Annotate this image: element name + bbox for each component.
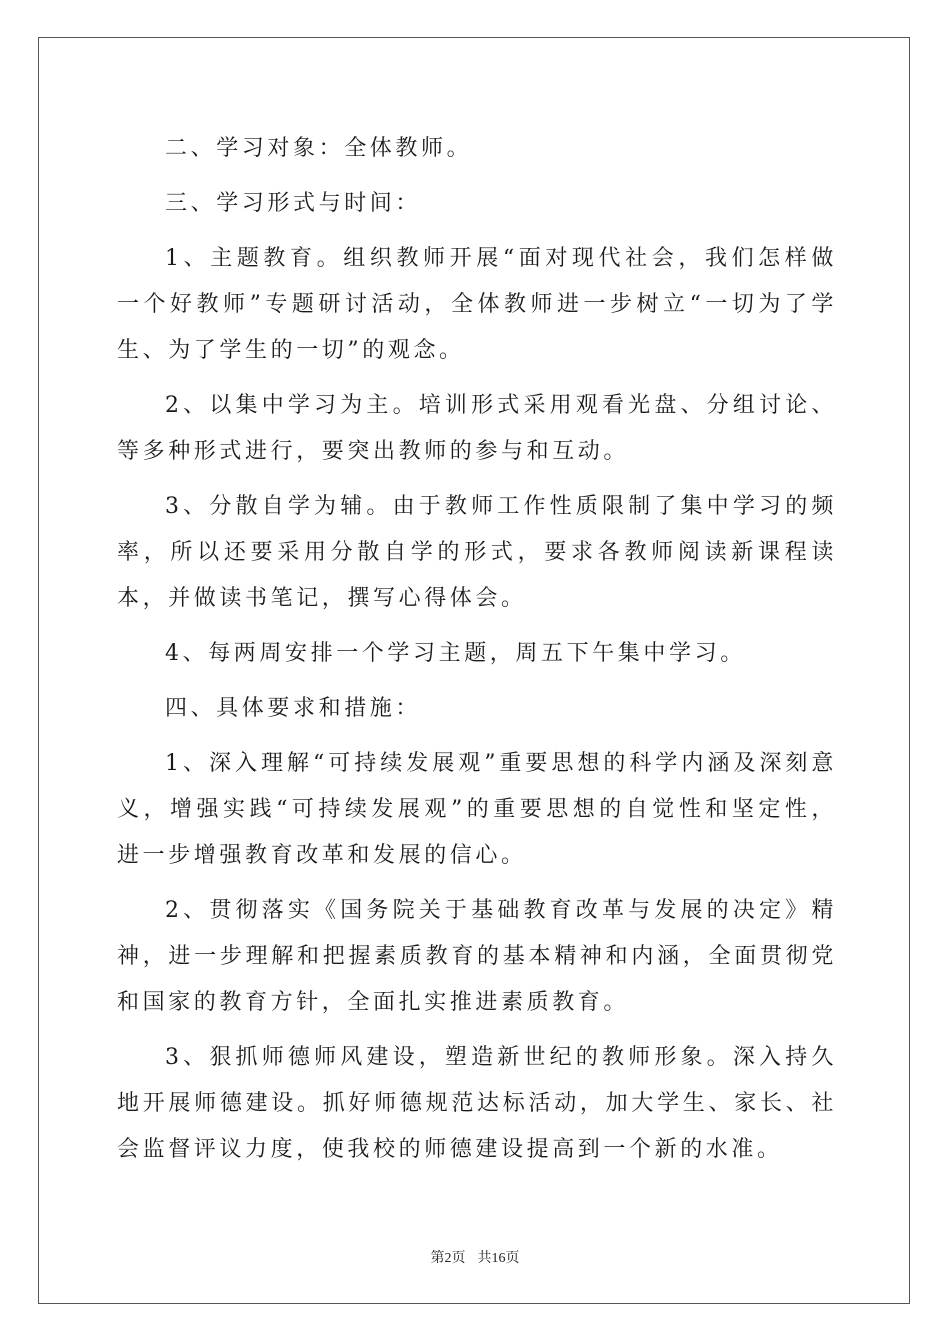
paragraph: 二、学习对象：全体教师。 — [165, 136, 473, 161]
paragraph: 1、深入理解“可持续发展观”重要思想的科学内涵及深刻意义，增强实践“可持续发展观”的重要思想的自觉性和坚定性，进一步增强教育改革和发展的信心。 — [117, 751, 837, 868]
paragraph: 3、分散自学为辅。由于教师工作性质限制了集中学习的频率，所以还要采用分散自学的形式，要求各教师阅读新课程读本，并做读书笔记，撰写心得体会。 — [117, 494, 837, 611]
paragraph: 1、主题教育。组织教师开展“面对现代社会，我们怎样做一个好教师”专题研讨活动，全体教师进一步树立“一切为了学生、为了学生的一切”的观念。 — [117, 246, 837, 363]
paragraph: 四、具体要求和措施： — [165, 696, 422, 721]
page-number: 第2页 — [430, 1251, 466, 1266]
paragraph: 2、贯彻落实《国务院关于基础教育改革与发展的决定》精神，进一步理解和把握素质教育的基本精神和内涵，全面贯彻党和国家的教育方针，全面扎实推进素质教育。 — [117, 898, 837, 1015]
paragraph: 4、每两周安排一个学习主题，周五下午集中学习。 — [165, 641, 746, 666]
paragraph: 3、狠抓师德师风建设，塑造新世纪的教师形象。深入持久地开展师德建设。抓好师德规范达标活动，加大学生、家长、社会监督评议力度，使我校的师德建设提高到一个新的水准。 — [117, 1045, 837, 1162]
paragraph: 三、学习形式与时间： — [165, 191, 422, 216]
paragraph: 2、以集中学习为主。培训形式采用观看光盘、分组讨论、等多种形式进行，要突出教师的参与和互动。 — [117, 393, 837, 464]
page-total: 共16页 — [477, 1251, 520, 1266]
page-footer — [0, 1247, 950, 1267]
document-body — [117, 126, 837, 1182]
